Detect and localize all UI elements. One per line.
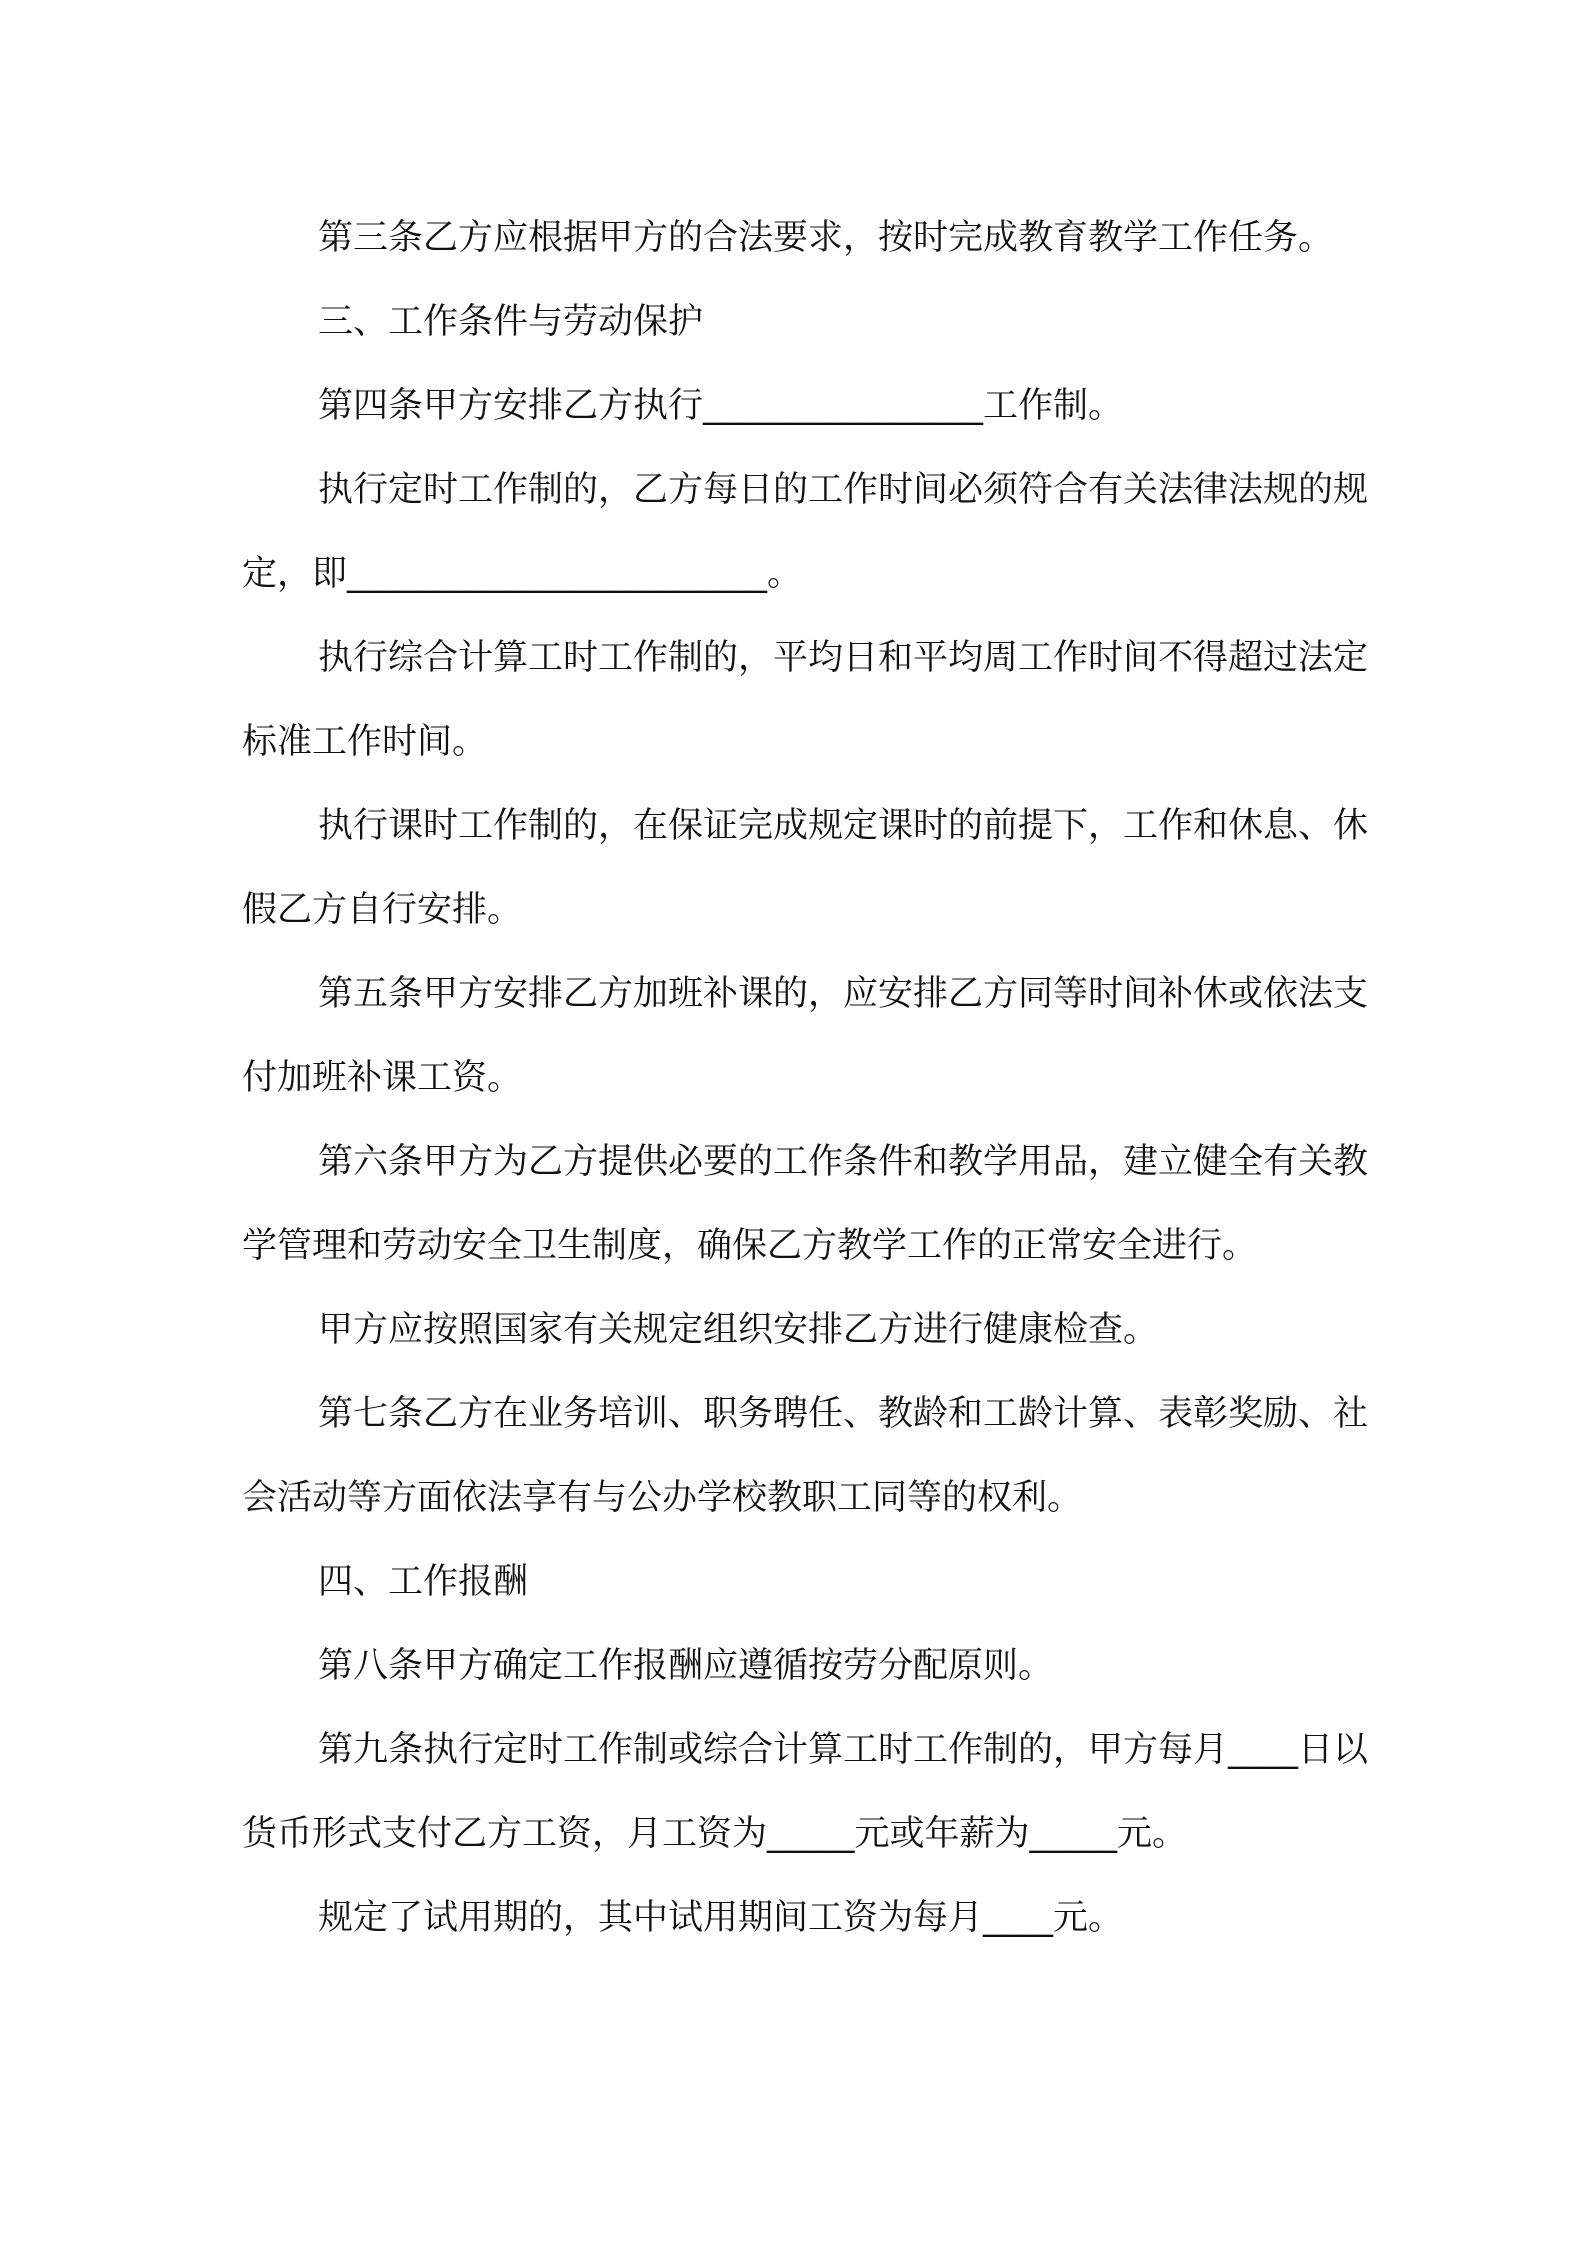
article-4: 第四条甲方安排乙方执行________________工作制。: [318, 386, 1124, 426]
article-8: 第八条甲方确定工作报酬应遵循按劳分配原则。: [318, 1646, 1054, 1686]
article-5: 第五条甲方安排乙方加班补课的，应安排乙方同等时间补休或依法支付加班补课工资。: [242, 974, 1369, 1098]
paragraph-comprehensive-hours: 执行综合计算工时工作制的，平均日和平均周工作时间不得超过法定标准工作时间。: [242, 638, 1369, 762]
paragraph-probation-pay: 规定了试用期的，其中试用期间工资为每月____元。: [318, 1898, 1124, 1938]
section-heading-3: 三、工作条件与劳动保护: [318, 302, 704, 342]
article-6: 第六条甲方为乙方提供必要的工作条件和教学用品，建立健全有关教学管理和劳动安全卫生制度，确保乙方教学工作的正常安全进行。: [242, 1142, 1369, 1266]
article-7: 第七条乙方在业务培训、职务聘任、教龄和工龄计算、表彰奖励、社会活动等方面依法享有与公办学校教职工同等的权利。: [242, 1394, 1369, 1518]
paragraph-fixed-hours: 执行定时工作制的，乙方每日的工作时间必须符合有关法律法规的规定，即________________________。: [242, 470, 1369, 594]
document-body: [242, 196, 1392, 1960]
section-heading-4: 四、工作报酬: [318, 1562, 529, 1602]
article-3: 第三条乙方应根据甲方的合法要求，按时完成教育教学工作任务。: [318, 218, 1334, 258]
paragraph-class-hours: 执行课时工作制的，在保证完成规定课时的前提下，工作和休息、休假乙方自行安排。: [242, 806, 1369, 930]
paragraph-health-check: 甲方应按照国家有关规定组织安排乙方进行健康检查。: [318, 1310, 1159, 1350]
article-9: 第九条执行定时工作制或综合计算工时工作制的，甲方每月____日以货币形式支付乙方工资，月工资为_____元或年薪为_____元。: [242, 1730, 1369, 1854]
